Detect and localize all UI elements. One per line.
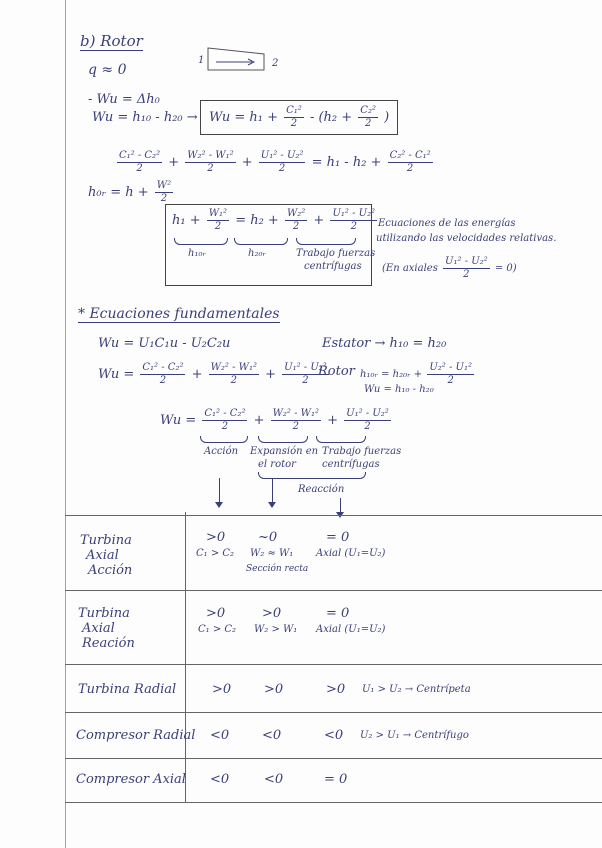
label-reaccion: Reacción	[298, 484, 345, 495]
wu-centre-equation	[160, 408, 393, 433]
rel-bd: 2	[292, 221, 300, 232]
boxed-den1: 2	[290, 118, 298, 129]
rel-cd: 2	[350, 221, 357, 232]
hor-num: W²	[156, 180, 172, 191]
boxed-lhs: Wu = h₁ +	[209, 110, 278, 125]
margin-line	[65, 0, 66, 848]
row2-c1-sub: C₁ > C₂	[198, 624, 237, 635]
row-line-3	[65, 712, 602, 713]
note-axial	[382, 256, 517, 281]
hor-den: 2	[160, 193, 168, 204]
rotor-sketch	[206, 44, 270, 76]
rel-ad: 2	[214, 221, 222, 232]
row2-name-1: Turbina	[78, 606, 130, 621]
table-top-line	[65, 515, 602, 516]
arrow-expansion	[272, 478, 273, 502]
wuc-p1: +	[253, 413, 265, 428]
eq-d2: 2	[207, 163, 214, 174]
wuc-n1: C₁² - C₂²	[204, 408, 246, 419]
row5-c2: <0	[264, 772, 284, 787]
rel-b: = h₂ +	[235, 213, 279, 228]
boxed-mid: - (h₂ +	[309, 110, 353, 125]
row-line-1	[65, 590, 602, 591]
hor-definition	[88, 180, 175, 205]
wusum-p1: +	[191, 367, 203, 382]
label-centrifugas-2: centrífugas	[322, 459, 380, 470]
row1-c2-note: Sección recta	[246, 564, 309, 574]
row1-name-3: Acción	[88, 563, 133, 578]
row1-c2: ~0	[258, 530, 278, 545]
eq-d3: 2	[278, 163, 286, 174]
wusum-d3: 2	[302, 375, 309, 386]
wuc-n3: U₁² - U₂²	[346, 408, 389, 419]
boxed-end: )	[384, 110, 390, 125]
arrow-trabajo	[340, 498, 341, 512]
work-boxed-equation	[200, 100, 398, 135]
arrow-accion	[219, 478, 220, 502]
wuc-d1: 2	[221, 421, 229, 432]
row1-name-2: Axial	[86, 548, 119, 563]
row3-name: Turbina Radial	[78, 682, 177, 697]
sketch-label-in: 1	[198, 55, 205, 66]
table-row	[78, 606, 135, 651]
label-trabajo: Trabajo fuerzas	[296, 248, 376, 259]
rotor-l1d: 2	[447, 375, 454, 386]
sketch-label-out: 2	[272, 58, 279, 69]
note-line-2: utilizando las velocidades relativas.	[376, 233, 557, 244]
boxed-den2: 2	[364, 118, 372, 129]
row1-c1: >0	[206, 530, 226, 545]
work-line-1: - Wu = Δh₀	[88, 92, 160, 107]
row4-c3-sub: U₂ > U₁ → Centrífugo	[360, 730, 469, 741]
brace-hior	[174, 238, 228, 245]
note3-d: 2	[463, 269, 470, 280]
wusum-n2: W₂² - W₁²	[210, 362, 257, 373]
brace-h2or	[234, 238, 288, 245]
row2-name-3: Reación	[82, 636, 135, 651]
rel-c: +	[313, 213, 325, 228]
brace-expansion	[258, 436, 308, 443]
eq-d1: 2	[136, 163, 143, 174]
note3-a: (En axiales	[382, 263, 438, 274]
boxed-c1: C₁²	[286, 105, 302, 116]
row1-c2-sub: W₂ ≈ W₁	[250, 548, 294, 559]
row3-c3-sub: U₁ > U₂ → Centrípeta	[362, 684, 471, 695]
wusum-d2: 2	[230, 375, 237, 386]
table-row	[80, 533, 132, 578]
brace-accion	[200, 436, 248, 443]
row4-c3: <0	[324, 728, 344, 743]
boxed-c2: C₂²	[360, 105, 376, 116]
eq-t3: U₁² - U₂²	[260, 150, 304, 161]
row2-c2-sub: W₂ > W₁	[254, 624, 298, 635]
rotor-l1: h₁₀ᵣ = h₂₀ᵣ +	[360, 369, 423, 380]
row4-c2: <0	[262, 728, 282, 743]
row2-c2: >0	[262, 606, 282, 621]
wu-sum-equation	[98, 362, 331, 387]
rotor-label: Rotor	[318, 364, 355, 379]
rel-a: h₁ +	[172, 213, 201, 228]
eq-p1: +	[168, 155, 180, 170]
energy-equation	[115, 150, 435, 175]
row2-c3-sub: Axial (U₁=U₂)	[316, 624, 386, 635]
row2-c1: >0	[206, 606, 226, 621]
row1-name-1: Turbina	[80, 533, 132, 548]
note-line-1: Ecuaciones de las energías	[378, 218, 516, 229]
row3-c2: >0	[264, 682, 284, 697]
rel-an: W₁²	[208, 208, 228, 219]
row-line-5	[65, 802, 602, 803]
euler-equation: Wu = U₁C₁u - U₂C₂u	[98, 336, 231, 351]
eq-d4: 2	[406, 163, 414, 174]
wuc-n2: W₂² - W₁²	[272, 408, 319, 419]
label-expansion-1: Expansión en	[250, 446, 319, 457]
wusum-p2: +	[265, 367, 277, 382]
row5-c3: = 0	[324, 772, 348, 787]
row5-c1: <0	[210, 772, 230, 787]
row1-c3-sub: Axial (U₁=U₂)	[316, 548, 386, 559]
rel-bn: W₂²	[286, 208, 306, 219]
label-trabajo-2: Trabajo fuerzas	[322, 446, 402, 457]
heat-assumption: q ≈ 0	[88, 62, 127, 78]
row4-name: Compresor Radial	[76, 728, 196, 743]
row2-name-2: Axial	[82, 621, 115, 636]
section-title: b) Rotor	[80, 32, 143, 50]
row4-c1: <0	[210, 728, 230, 743]
eq-t2: W₂² - W₁²	[187, 150, 234, 161]
wuc-p2: +	[327, 413, 339, 428]
row-line-2	[65, 664, 602, 665]
wusum-d1: 2	[159, 375, 167, 386]
label-centrifugas: centrífugas	[304, 261, 362, 272]
table-row	[76, 728, 195, 743]
row1-c1-sub: C₁ > C₂	[196, 548, 235, 559]
label-expansion-2: el rotor	[258, 459, 296, 470]
row5-name: Compresor Axial	[76, 772, 186, 787]
note3-n: U₁² - U₂²	[445, 256, 488, 267]
row3-c1: >0	[212, 682, 232, 697]
wusum-n3: U₁² - U₂²	[284, 362, 327, 373]
hor-lhs: h₀ᵣ = h +	[88, 185, 149, 200]
label-h2or: h₂₀ᵣ	[248, 248, 266, 259]
label-accion: Acción	[204, 446, 239, 457]
wuc-d2: 2	[292, 421, 299, 432]
brace-centrifugal	[296, 238, 356, 245]
eq-rhs: = h₁ - h₂ +	[311, 155, 382, 170]
label-h1or: h₁₀ᵣ	[188, 248, 206, 259]
table-row	[76, 772, 186, 787]
stator-equation: Estator → h₁₀ = h₂₀	[322, 336, 447, 351]
eq-t1: C₁² - C₂²	[119, 150, 161, 161]
row2-c3: = 0	[326, 606, 350, 621]
row1-c3: = 0	[326, 530, 350, 545]
wusum-lhs: Wu =	[98, 367, 135, 382]
row-line-4	[65, 758, 602, 759]
eq-p2: +	[241, 155, 253, 170]
wuc-d3: 2	[364, 421, 371, 432]
brace-trabajo	[316, 436, 366, 443]
eq-t4: C₂² - C₁²	[389, 150, 431, 161]
wusum-n1: C₁² - C₂²	[142, 362, 184, 373]
relative-energy-equation	[172, 208, 379, 233]
row3-c3: >0	[326, 682, 346, 697]
rotor-l1n: U₂² - U₁²	[429, 362, 472, 373]
table-row	[78, 682, 176, 697]
wuc-lhs: Wu =	[160, 413, 197, 428]
rel-cn: U₁² - U₂²	[332, 208, 376, 219]
fundamental-title: * Ecuaciones fundamentales	[78, 306, 280, 322]
brace-reaccion	[258, 472, 366, 479]
work-line-2: Wu = h₁₀ - h₂₀ →	[92, 110, 198, 125]
note3-e: = 0)	[494, 263, 517, 274]
rotor-rel-line-2: Wu = h₁₀ - h₂₀	[364, 384, 434, 395]
